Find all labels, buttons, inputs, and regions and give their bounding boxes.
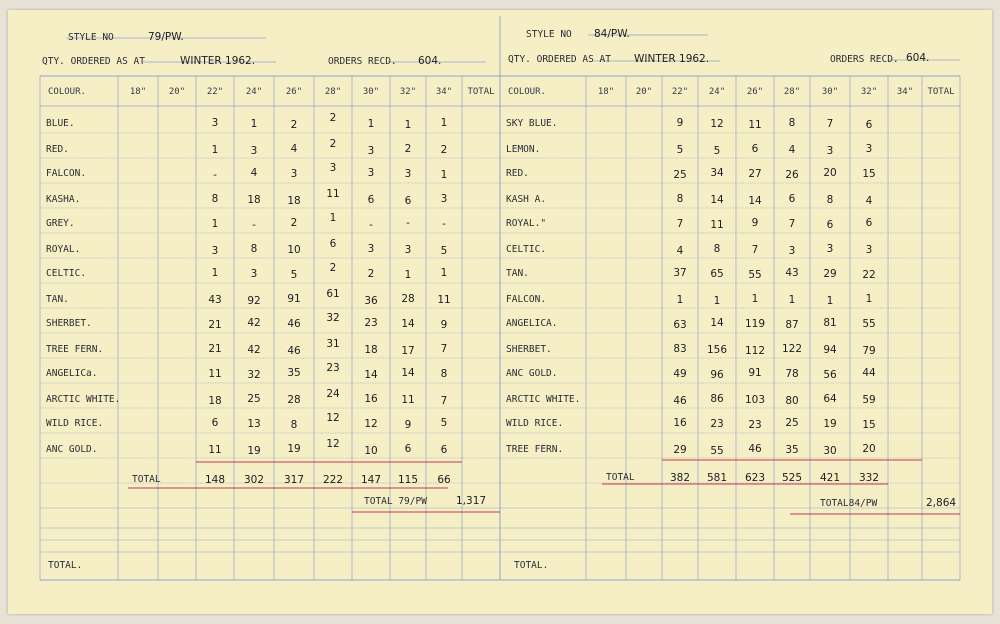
size-quantity: 28 [287,394,301,406]
size-quantity: 10 [364,445,378,457]
column-header: 32" [399,87,417,97]
size-quantity: 18 [364,344,378,356]
size-quantity: 16 [364,393,378,405]
size-total: 525 [781,472,803,484]
size-quantity: 3 [367,243,375,255]
size-quantity: 1 [211,267,219,279]
colour-name: KASHA. [46,194,81,205]
size-quantity: 2 [440,144,448,156]
size-quantity: 4 [676,245,684,257]
column-header: 30" [821,87,839,97]
size-quantity: 10 [287,244,301,256]
colour-name: ANC GOLD. [506,368,558,379]
left-season: WINTER 1962. [180,55,256,67]
colour-name: SHERBET. [506,344,552,355]
size-quantity: 25 [673,169,687,181]
size-quantity: 46 [748,443,762,455]
column-header: 28" [783,87,801,97]
size-quantity: 8 [211,193,219,205]
size-quantity: 2 [290,119,298,131]
size-quantity: 1 [404,269,412,281]
size-total: 581 [706,472,728,484]
size-quantity: 21 [208,319,222,331]
right-footer-total: TOTAL. [514,560,549,571]
column-header: 24" [245,87,263,97]
size-quantity: 1 [367,118,375,130]
size-total: 317 [283,474,305,486]
size-quantity: 1 [440,117,448,129]
size-quantity: 18 [287,195,301,207]
size-quantity: 14 [364,369,378,381]
column-header: TOTAL [467,87,495,97]
colour-name: KASH A. [506,194,547,205]
size-quantity: 7 [676,218,684,230]
size-quantity: 8 [440,368,448,380]
size-quantity: 86 [710,393,724,405]
size-quantity: 1 [404,119,412,131]
size-quantity: 122 [781,343,803,355]
size-quantity: 4 [865,195,873,207]
size-quantity: 29 [823,268,837,280]
size-quantity: 1 [329,212,337,224]
size-quantity: - [369,219,373,231]
size-quantity: 1 [211,218,219,230]
size-quantity: 43 [208,294,222,306]
size-quantity: 4 [290,143,298,155]
size-quantity: 1 [826,295,834,307]
size-quantity: 28 [401,293,415,305]
size-quantity: 5 [290,269,298,281]
size-quantity: 3 [367,167,375,179]
size-quantity: 20 [823,167,837,179]
column-header: 20" [168,87,186,97]
size-quantity: 55 [710,445,724,457]
colour-name: ANGELICA. [506,318,558,329]
size-quantity: 6 [865,217,873,229]
size-total: 382 [669,472,691,484]
column-header: 24" [708,87,726,97]
colour-name: TREE FERN. [46,344,104,355]
size-quantity: 1 [250,118,258,130]
size-quantity: 63 [673,319,687,331]
size-quantity: 20 [862,443,876,455]
size-quantity: 6 [788,193,796,205]
size-quantity: 44 [862,367,876,379]
size-quantity: 5 [440,417,448,429]
colour-name: TAN. [46,294,69,305]
colour-name: BLUE. [46,118,75,129]
size-quantity: 5 [676,144,684,156]
size-quantity: 6 [751,143,759,155]
size-quantity: 27 [748,168,762,180]
size-quantity: 112 [744,345,766,357]
column-header: 34" [896,87,914,97]
size-quantity: 11 [401,394,415,406]
column-header: TOTAL [927,87,955,97]
left-grand-total-value: 1,317 [456,495,487,507]
size-quantity: 6 [440,444,448,456]
colour-name: RED. [46,144,69,155]
size-quantity: 12 [326,412,340,424]
size-quantity: 23 [326,362,340,374]
size-quantity: 25 [785,417,799,429]
size-quantity: 91 [748,367,762,379]
size-quantity: 18 [208,395,222,407]
column-header: COLOUR. [48,87,86,97]
size-quantity: 91 [287,293,301,305]
column-header: 26" [285,87,303,97]
size-quantity: 23 [364,317,378,329]
size-quantity: 17 [401,345,415,357]
right-qty-label: QTY. ORDERED AS AT [508,54,611,65]
size-quantity: 103 [744,394,766,406]
colour-name: ANGELICa. [46,368,98,379]
total-row-label: TOTAL [606,472,635,483]
size-quantity: 3 [367,145,375,157]
size-quantity: 23 [748,419,762,431]
size-quantity: 3 [865,244,873,256]
colour-name: ROYAL." [506,218,547,229]
size-quantity: 3 [329,162,337,174]
size-quantity: 6 [865,119,873,131]
size-quantity: 11 [326,188,340,200]
size-quantity: 14 [710,194,724,206]
size-quantity: 14 [710,317,724,329]
column-header: 32" [860,87,878,97]
colour-name: WILD RICE. [506,418,564,429]
size-quantity: 19 [247,445,261,457]
size-quantity: 119 [744,318,766,330]
size-quantity: 32 [326,312,340,324]
colour-name: FALCON. [46,168,87,179]
colour-name: ARCTIC WHITE. [506,394,581,405]
colour-name: GREY. [46,218,75,229]
size-quantity: 8 [788,117,796,129]
size-quantity: 9 [404,419,412,431]
size-quantity: 21 [208,343,222,355]
size-quantity: 6 [404,195,412,207]
size-quantity: 1 [713,295,721,307]
size-quantity: 3 [404,244,412,256]
size-quantity: 94 [823,344,837,356]
right-orders-value: 604. [906,52,930,64]
size-quantity: 11 [208,368,222,380]
size-quantity: 80 [785,395,799,407]
colour-name: ARCTIC WHITE. [46,394,121,405]
size-quantity: 8 [676,193,684,205]
size-quantity: 3 [250,268,258,280]
left-style-value: 79/PW. [148,31,184,43]
size-quantity: 3 [826,243,834,255]
column-header: 22" [206,87,224,97]
left-footer-total: TOTAL. [48,560,83,571]
size-quantity: 56 [823,369,837,381]
size-quantity: 1 [440,169,448,181]
size-quantity: 12 [710,118,724,130]
size-total: 332 [858,472,880,484]
size-quantity: 12 [326,438,340,450]
size-quantity: - [252,219,256,231]
size-quantity: 83 [673,343,687,355]
size-quantity: 1 [788,294,796,306]
right-grand-total-label: TOTAL84/PW [820,498,878,509]
size-quantity: 3 [211,117,219,129]
size-quantity: - [442,218,446,230]
column-header: 18" [597,87,615,97]
right-style-label: STYLE NO [526,29,572,40]
size-quantity: 12 [364,418,378,430]
column-header: COLOUR. [508,87,546,97]
size-quantity: 6 [329,238,337,250]
size-quantity: 5 [713,145,721,157]
size-quantity: 11 [437,294,451,306]
size-quantity: 42 [247,344,261,356]
size-quantity: 34 [710,167,724,179]
size-quantity: 29 [673,444,687,456]
size-quantity: 156 [706,344,728,356]
size-quantity: 1 [676,294,684,306]
size-total: 421 [819,472,841,484]
colour-name: CELTIC. [506,244,547,255]
size-quantity: 61 [326,288,340,300]
size-quantity: 14 [401,367,415,379]
size-quantity: 9 [751,217,759,229]
size-quantity: 92 [247,295,261,307]
size-quantity: 32 [247,369,261,381]
size-quantity: 4 [250,167,258,179]
size-quantity: 9 [440,319,448,331]
size-quantity: 81 [823,317,837,329]
left-qty-label: QTY. ORDERED AS AT [42,56,145,67]
size-quantity: 3 [404,168,412,180]
size-quantity: 2 [367,268,375,280]
size-quantity: 46 [287,345,301,357]
size-quantity: 79 [862,345,876,357]
size-quantity: 14 [401,318,415,330]
colour-name: TAN. [506,268,529,279]
size-quantity: 1 [751,293,759,305]
size-quantity: 96 [710,369,724,381]
size-quantity: 7 [751,244,759,256]
size-quantity: 16 [673,417,687,429]
size-quantity: 19 [823,418,837,430]
size-quantity: - [213,169,217,181]
column-header: 26" [746,87,764,97]
size-quantity: 1 [211,144,219,156]
size-quantity: 7 [440,395,448,407]
size-quantity: 22 [862,269,876,281]
colour-name: ANC GOLD. [46,444,98,455]
right-style-value: 84/PW. [594,28,630,40]
size-quantity: 3 [440,193,448,205]
left-orders-label: ORDERS RECD. [328,56,397,67]
size-quantity: 6 [211,417,219,429]
size-quantity: 87 [785,319,799,331]
size-quantity: 6 [826,219,834,231]
colour-name: FALCON. [506,294,547,305]
size-quantity: 11 [208,444,222,456]
size-quantity: 6 [367,194,375,206]
left-style-label: STYLE NO [68,32,114,43]
size-quantity: 8 [826,194,834,206]
ruled-grid [8,10,992,614]
size-quantity: 6 [404,443,412,455]
size-quantity: 3 [865,143,873,155]
colour-name: ROYAL. [46,244,81,255]
size-total: 623 [744,472,766,484]
colour-name: CELTIC. [46,268,87,279]
column-header: 20" [635,87,653,97]
size-quantity: 64 [823,393,837,405]
column-header: 22" [671,87,689,97]
size-quantity: 15 [862,168,876,180]
colour-name: TREE FERN. [506,444,564,455]
colour-name: SHERBET. [46,318,92,329]
size-quantity: 65 [710,268,724,280]
size-quantity: 2 [290,217,298,229]
size-total: 147 [360,474,382,486]
column-header: 18" [129,87,147,97]
size-quantity: 46 [287,318,301,330]
size-quantity: 2 [404,143,412,155]
size-quantity: 1 [440,267,448,279]
colour-name: RED. [506,168,529,179]
size-quantity: 15 [862,419,876,431]
size-total: 66 [437,474,451,486]
size-quantity: 3 [826,145,834,157]
size-quantity: 78 [785,368,799,380]
size-quantity: 49 [673,368,687,380]
size-quantity: 55 [748,269,762,281]
size-quantity: 11 [748,119,762,131]
right-orders-label: ORDERS RECD. [830,54,899,65]
size-quantity: 2 [329,112,337,124]
size-quantity: 5 [440,245,448,257]
size-quantity: 2 [329,262,337,274]
size-quantity: 43 [785,267,799,279]
size-quantity: 4 [788,144,796,156]
size-quantity: 14 [748,195,762,207]
stock-card [8,10,992,614]
size-total: 115 [397,474,419,486]
size-quantity: 46 [673,395,687,407]
size-quantity: 23 [710,418,724,430]
size-quantity: 7 [826,118,834,130]
right-grand-total-value: 2,864 [926,497,957,509]
size-quantity: 19 [287,443,301,455]
left-orders-value: 604. [418,55,442,67]
size-quantity: 3 [290,168,298,180]
size-quantity: 36 [364,295,378,307]
size-quantity: 30 [823,445,837,457]
total-row-label: TOTAL [132,474,161,485]
size-quantity: 42 [247,317,261,329]
column-header: 28" [324,87,342,97]
colour-name: LEMON. [506,144,541,155]
size-quantity: 13 [247,418,261,430]
size-quantity: 55 [862,318,876,330]
size-quantity: 18 [247,194,261,206]
size-quantity: 1 [865,293,873,305]
size-quantity: - [406,217,410,229]
size-quantity: 35 [287,367,301,379]
size-quantity: 24 [326,388,340,400]
size-quantity: 11 [710,219,724,231]
size-quantity: 8 [713,243,721,255]
size-quantity: 3 [250,145,258,157]
size-quantity: 8 [250,243,258,255]
right-season: WINTER 1962. [634,53,710,65]
size-quantity: 7 [440,343,448,355]
size-quantity: 37 [673,267,687,279]
size-total: 148 [204,474,226,486]
size-quantity: 8 [290,419,298,431]
size-total: 222 [322,474,344,486]
size-quantity: 9 [676,117,684,129]
column-header: 30" [362,87,380,97]
size-quantity: 25 [247,393,261,405]
size-total: 302 [243,474,265,486]
size-quantity: 31 [326,338,340,350]
size-quantity: 7 [788,218,796,230]
colour-name: SKY BLUE. [506,118,558,129]
size-quantity: 26 [785,169,799,181]
size-quantity: 3 [788,245,796,257]
size-quantity: 35 [785,444,799,456]
column-header: 34" [435,87,453,97]
left-grand-total-label: TOTAL 79/PW [364,496,427,507]
size-quantity: 59 [862,394,876,406]
colour-name: WILD RICE. [46,418,104,429]
size-quantity: 3 [211,245,219,257]
size-quantity: 2 [329,138,337,150]
